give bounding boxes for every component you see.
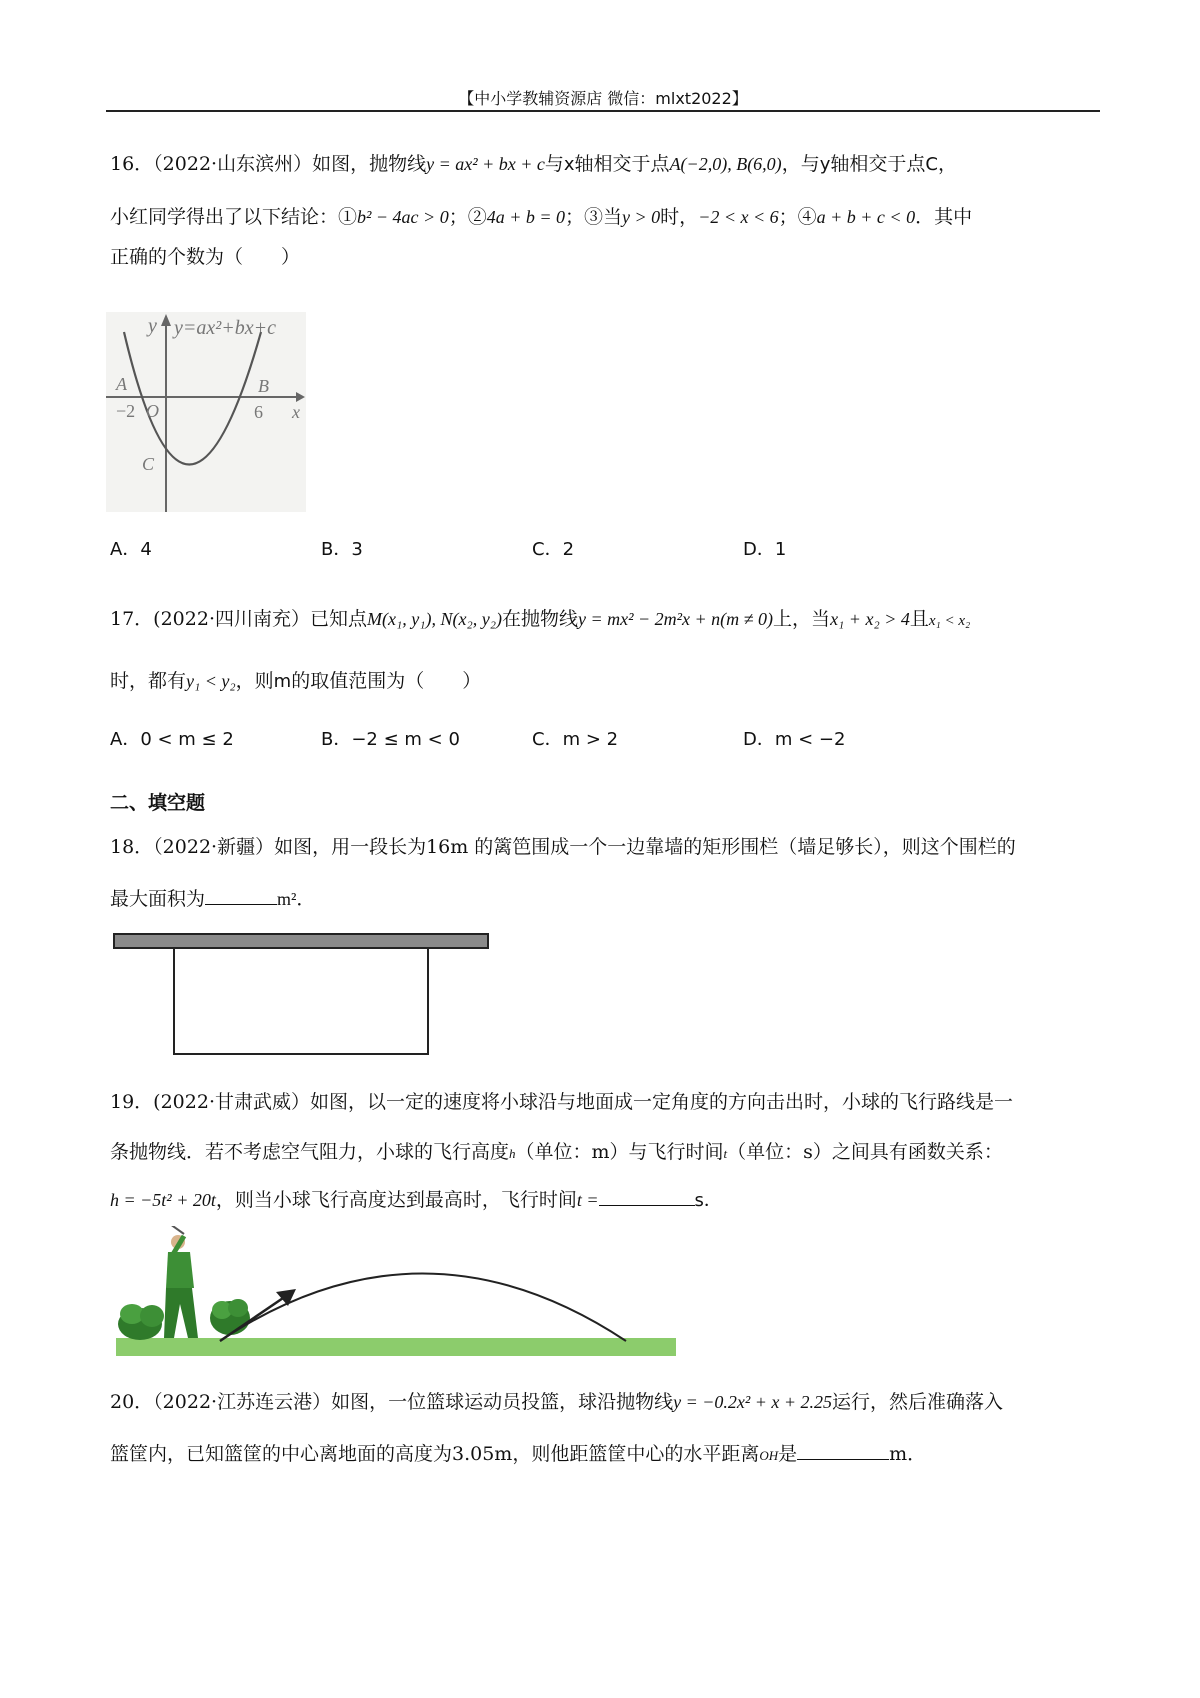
q20-line2 [110,1440,926,1470]
q19-h-var: h [509,1146,516,1161]
q16-text: ， [937,153,957,175]
q18-unit: m² [277,889,297,909]
q16-conclusion-4: a + b + c < 0 [816,207,916,227]
q20-answer-blank[interactable] [797,1441,889,1460]
q16-parabola-figure [106,312,306,512]
fig-x-label: x [292,402,300,422]
q17-points: M(x₁, y₁), N(x₂, y₂) [366,609,502,629]
q20-oh-var: OH [759,1448,779,1463]
q16-text: 16．（2022·山东滨州）如图，抛物线 [110,153,427,175]
arrow-head-icon [276,1289,296,1306]
q16-text: 轴相交于点 [830,153,926,175]
header-rule [106,110,1100,112]
q20-equation: y = −0.2x² + x + 2.25 [673,1392,833,1412]
golfer-icon [164,1226,198,1338]
q16-y-var: y [819,154,831,175]
q16-points: A(−2,0), B(6,0) [669,154,782,174]
q18-line1: 18．（2022·新疆）如图，用一段长为16m 的篱笆围成一个一边靠墙的矩形围栏（墙足够长），则这个围栏的 [110,836,1016,858]
fig-point-a: A [116,374,127,394]
fig-y-label: y [148,315,157,337]
q16-text: 时， [660,206,699,228]
q16-text: 小红同学得出了以下结论：① [110,206,358,228]
q16-option-d[interactable]: D．1 [743,539,787,560]
q19-equation: h = −5t² + 20t [110,1190,216,1210]
q17-condition-1: x₁ + x₂ > 4 [830,609,910,629]
q17-m-var: m [273,671,292,692]
q17-condition-3: y₁ < y₂ [186,671,236,691]
q19-unit: s． [694,1190,722,1211]
q16-option-b[interactable]: B．3 [321,539,363,560]
q17-text: 上，当 [773,608,831,630]
q17-text: 且 [909,608,929,630]
fig-six-label: 6 [254,402,263,422]
q17-line1 [110,605,970,635]
q16-text: 轴相交于点 [574,153,670,175]
page-header: 【中小学教辅资源店 微信：mlxt2022】 [458,89,748,108]
q16-text: ；② [448,206,487,228]
q19-text: 条抛物线．若不考虑空气阻力，小球的飞行高度 [110,1141,510,1163]
q19-golf-figure [112,1226,682,1356]
q16-option-a[interactable]: A．4 [110,539,152,560]
q18-answer-blank[interactable] [205,886,277,905]
q16-text: ；④ [778,206,817,228]
q17-line2 [110,667,481,696]
q19-line3 [110,1186,722,1215]
q16-text: 与 [544,153,564,175]
q19-text: （单位：s）之间具有函数关系： [727,1141,1003,1163]
q17-equation: y = mx² − 2m²x + n(m ≠ 0) [577,609,774,629]
fig-point-b: B [258,376,269,396]
q18-fence-figure [112,930,492,1060]
q16-option-c[interactable]: C．2 [532,539,575,560]
q17-option-b[interactable]: B．−2 ≤ m < 0 [321,729,460,750]
q16-text: ．其中 [915,206,973,228]
q17-option-c[interactable]: C．m > 2 [532,729,619,750]
q16-line3: 正确的个数为（ ） [110,246,301,268]
q20-text: 篮筐内，已知篮筐的中心离地面的高度为3.05m，则他距篮筐中心的水平距离 [110,1443,760,1465]
q19-text: （单位：m）与飞行时间 [515,1141,724,1163]
q16-options [110,535,970,561]
q17-option-d[interactable]: D．m < −2 [743,729,846,750]
section-title-fill-blank: 二、填空题 [110,792,206,814]
q18-text: ． [296,888,316,910]
q16-equation: y = ax² + bx + c [426,154,545,174]
q19-answer-blank[interactable] [599,1187,695,1206]
q18-text: 最大面积为 [110,888,206,910]
q16-line1 [110,150,957,179]
q20-text: 是 [778,1443,798,1465]
q16-conclusion-2: 4a + b = 0 [486,207,566,227]
q19-text: ，则当小球飞行高度达到最高时，飞行时间 [215,1189,577,1211]
q17-text: 17．(2022·四川南充）已知点 [110,608,367,630]
q16-conclusion-1: b² − 4ac > 0 [357,207,449,227]
bush-left-icon [118,1304,164,1340]
q17-condition-2: x₁ < x₂ [928,613,971,629]
bush-right-icon [210,1299,250,1335]
wall [114,934,488,948]
q20-text: 运行，然后准确落入 [832,1391,1004,1413]
q16-c-var: C [925,154,938,175]
rectangle-fence [174,948,428,1054]
q17-text: 在抛物线 [501,608,578,630]
q16-text: ；③当 [565,206,623,228]
q17-options [110,725,970,751]
q19-t-var: t [723,1146,728,1161]
fig-origin-label: O [146,401,159,421]
q16-x-var: x [563,154,575,175]
q16-text: ，与 [781,153,820,175]
q20-text: 20．（2022·江苏连云港）如图，一位篮球运动员投篮，球沿抛物线 [110,1391,674,1413]
q16-line2 [110,203,972,231]
ground [116,1338,676,1356]
q17-text: 时，都有 [110,670,187,692]
q20-text: m． [889,1443,927,1465]
q20-line1 [110,1388,1003,1416]
q17-text: ，则 [235,670,274,692]
q19-t-equals: t = [576,1190,599,1210]
q18-line2 [110,885,315,913]
q19-line2 [110,1138,1003,1168]
q16-conclusion-3a: y > 0 [622,207,661,227]
fig-minus-two-label: −2 [116,401,136,421]
q17-text: 的取值范围为（ ） [291,670,482,692]
flight-path-curve [220,1274,626,1342]
q17-option-a[interactable]: A．0 < m ≤ 2 [110,729,234,750]
fig-point-c: C [142,454,155,474]
q19-line1: 19．(2022·甘肃武威）如图，以一定的速度将小球沿与地面成一定角度的方向击出时，小球的飞行路线是一 [110,1091,1013,1113]
fig-equation-label: y=ax²+bx+c [174,317,276,339]
q16-conclusion-3b: −2 < x < 6 [698,207,779,227]
